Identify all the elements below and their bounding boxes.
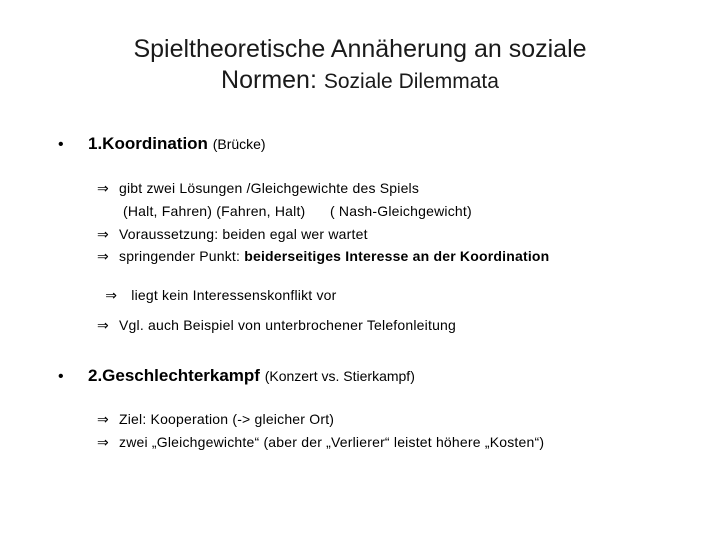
point-text: Vgl. auch Beispiel von unterbrochener Telefonleitung xyxy=(119,317,457,333)
section-1-heading xyxy=(58,134,266,154)
title-line-2-main: Normen: xyxy=(221,66,324,94)
implies-arrow-icon: ⇒ xyxy=(97,180,109,196)
point-text: springender Punkt: xyxy=(119,248,245,264)
bullet-icon: • xyxy=(58,368,64,385)
title-line-2-sub: Soziale Dilemmata xyxy=(323,70,499,93)
implies-arrow-icon: ⇒ xyxy=(97,317,109,333)
section-1-point-5 xyxy=(97,317,456,334)
implies-arrow-icon: ⇒ xyxy=(97,411,109,427)
section-1-point-4 xyxy=(97,271,337,304)
section-2-title: 2.Geschlechterkampf xyxy=(88,366,260,385)
implies-arrow-icon: ⇒ xyxy=(97,226,109,242)
point-text: zwei „Gleichgewichte“ (aber der „Verlierer“ leistet höhere „Kosten“) xyxy=(119,434,545,450)
section-2-point-1 xyxy=(97,411,334,428)
section-1-point-1 xyxy=(97,180,419,197)
point-text: Ziel: Kooperation (-> gleicher Ort) xyxy=(119,411,335,427)
implies-arrow-icon: ⇒ xyxy=(97,248,109,264)
point-text: gibt zwei Lösungen /Gleichgewichte des Spiels xyxy=(119,180,420,196)
title-line-2 xyxy=(0,65,720,97)
section-1-title: 1.Koordination xyxy=(88,134,208,153)
point-text: liegt kein Interessenskonflikt vor xyxy=(127,287,337,303)
point-text-strong: beiderseitiges Interesse an der Koordination xyxy=(244,248,550,264)
title-line-1: Spieltheoretische Annäherung an soziale xyxy=(133,35,587,63)
slide-title xyxy=(0,34,720,97)
section-2-point-2 xyxy=(97,434,544,451)
implies-arrow-icon: ⇒ xyxy=(97,434,109,450)
section-2-heading xyxy=(58,366,415,386)
section-1-point-3 xyxy=(97,248,549,265)
section-1-point-2 xyxy=(97,226,368,243)
section-1-point-1-cont: (Halt, Fahren) (Fahren, Halt) ( Nash-Gleichgewicht) xyxy=(123,203,472,219)
section-1-paren: (Brücke) xyxy=(212,136,266,152)
implies-arrow-icon: ⇒ xyxy=(105,287,118,303)
point-text: Voraussetzung: beiden egal wer wartet xyxy=(119,226,368,242)
bullet-icon: • xyxy=(58,136,64,153)
section-2-paren: (Konzert vs. Stierkampf) xyxy=(264,368,415,384)
